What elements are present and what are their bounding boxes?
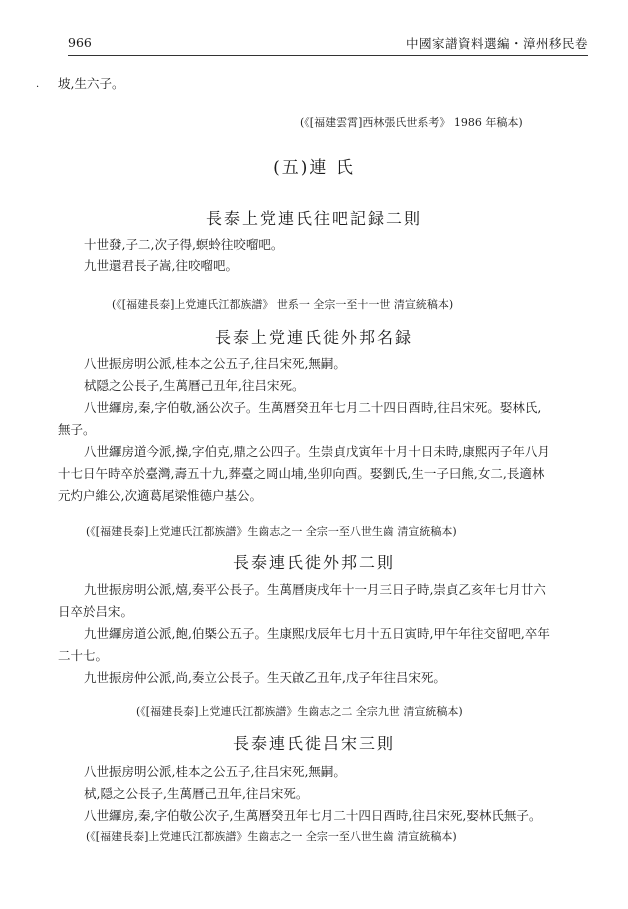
paragraph-line: 九世纙房道公派,飽,伯槩公五子。生康熙戊辰年七月十五日寅時,甲午年往交留吧,卒年 bbox=[84, 626, 550, 641]
paragraph-line: 九世振房明公派,熺,奏平公長子。生萬曆庚戌年十一月三日子時,崇貞乙亥年七月廿六 bbox=[84, 582, 546, 597]
source-citation-2: (《[福建長泰]上党連氏江都族譜》 世系一 全宗一至十一世 清宣統稿本) bbox=[112, 298, 454, 311]
margin-mark: · bbox=[36, 82, 40, 93]
paragraph-line: 九世振房仲公派,尚,奏立公長子。生天啟乙丑年,戊子年往吕宋死。 bbox=[84, 670, 446, 685]
paragraph-line: 元灼户維公,次適葛尾梁惟德户基公。 bbox=[58, 488, 262, 503]
source-citation-1: (《[福建雲霄]西林張氏世系考》 1986 年稿本) bbox=[300, 116, 523, 129]
paragraph-line: 十世發,子二,次子得,螟蛉往咬𠺕吧。 bbox=[84, 237, 284, 252]
paragraph-line: 九世還君長子嵩,往咬𠺕吧。 bbox=[84, 258, 238, 273]
heading-1: 長泰上党連氏往吧記録二則 bbox=[205, 209, 422, 228]
paragraph-line: 無子。 bbox=[58, 422, 96, 437]
page-header bbox=[68, 33, 588, 56]
paragraph-line: 八世振房明公派,桂本之公五子,往吕宋死,無嗣。 bbox=[84, 764, 346, 779]
source-citation-3: (《[福建長泰]上党連氏江都族譜》生齒志之一 全宗一至八世生齒 清宣統稿本) bbox=[86, 525, 457, 538]
paragraph-line: 八世纙房,秦,字伯敬,涵公次子。生萬曆癸丑年七月二十四日酉時,往吕宋死。娶林氏, bbox=[84, 400, 542, 415]
paragraph-line: 十七日午時卒於臺灣,壽五十九,葬臺之岡山埔,坐卯向酉。娶劉氏,生一子曰熊,女二,長適林 bbox=[58, 466, 545, 481]
paragraph-line: 栻隠之公長子,生萬曆己丑年,往吕宋死。 bbox=[84, 378, 305, 393]
paragraph-line: 八世纙房道今派,操,字伯克,鼎之公四子。生崇貞戊寅年十月十日未時,康熙丙子年八月 bbox=[84, 444, 550, 459]
paragraph-line: 二十七。 bbox=[58, 648, 109, 663]
heading-3: 長泰連氏徙外邦二則 bbox=[232, 553, 395, 572]
source-citation-4: (《[福建長泰]上党連氏江都族譜》生齒志之二 全宗九世 清宣統稿本) bbox=[136, 705, 463, 718]
running-title: 中國家譜資料選編・漳州移民卷 bbox=[405, 36, 588, 51]
paragraph-line: 八世纙房,秦,字伯敬公次子,生萬曆癸丑年七月二十四日酉時,往吕宋死,娶林氏無子。 bbox=[84, 808, 542, 823]
paragraph-line: 栻,隠之公長子,生萬曆己丑年,往吕宋死。 bbox=[84, 786, 309, 801]
paragraph-line: 日卒於吕宋。 bbox=[58, 604, 134, 619]
page-number: 966 bbox=[68, 35, 92, 50]
heading-4: 長泰連氏徙吕宋三則 bbox=[232, 734, 395, 753]
paragraph-line: 八世振房明公派,桂本之公五子,往吕宋死,無嗣。 bbox=[84, 356, 346, 371]
source-citation-5: (《[福建長泰]上党連氏江都族譜》生齒志之一 全宗一至八世生齒 清宣統稿本) bbox=[86, 830, 457, 843]
section-title: (五)連 氏 bbox=[273, 158, 355, 178]
continuation-line: 坡,生六子。 bbox=[58, 76, 125, 91]
heading-2: 長泰上党連氏徙外邦名録 bbox=[214, 328, 413, 347]
